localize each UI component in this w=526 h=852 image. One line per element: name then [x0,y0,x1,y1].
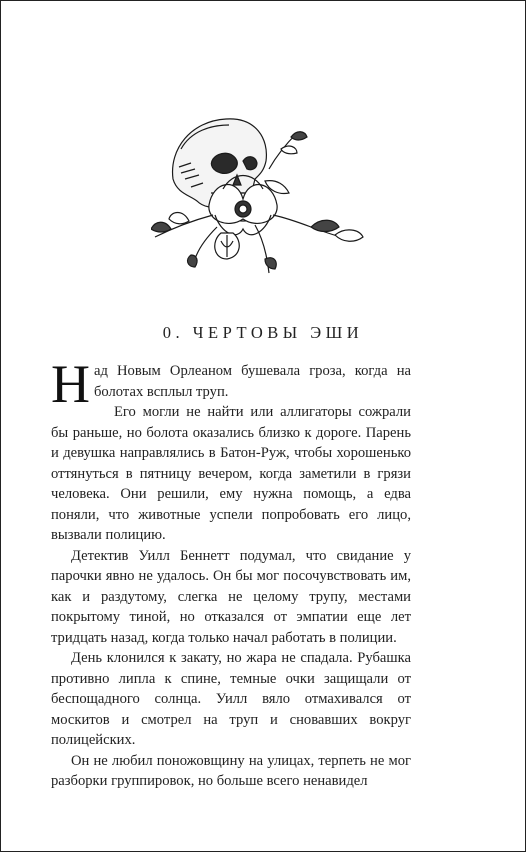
paragraph-3: Детектив Уилл Беннетт подумал, что свидание у парочки явно не удалось. Он бы мог посочувствовать им, как и раздутому, слегка не целому трупу, местами покрытому тиной, но отказался от эмпатии еще лет тридцать назад, когда только начал работать в полиции. [51,547,411,646]
chapter-body [51,354,411,792]
paragraph-5: Он не любил поножовщину на улицах, терпеть не мог разборки группировок, но больше всего ненавидел [51,752,411,789]
paragraph-4: День клонился к закату, но жара не спадала. Рубашка противно липла к спине, темные очки защищали от беспощадного солнца. Уилл вяло отмахивался от москитов и смотрел на труп и сновавших вокруг полицейских. [51,650,411,748]
paragraph-2: Его могли не найти или аллигаторы сожрали бы раньше, но болота оказались близко к дороге. Парень и девушка направлялись в Батон-Руж, чтобы хорошенько оттянуться в пятницу вечером, когда заметили в грязи человека. Они решили, ему нужна помощь, а едва поняли, что животные успели попробовать его лицо, вызвали полицию. [51,404,411,543]
drop-cap: Н [51,354,90,414]
chapter-title: 0. ЧЕРТОВЫ ЭШИ [162,323,364,342]
skull-with-flowers-icon [151,109,371,279]
paragraph-1 [51,354,411,414]
paragraph-1-text: ад Новым Орлеаном бушевала гроза, когда на болотах всплыл труп. [94,363,411,400]
